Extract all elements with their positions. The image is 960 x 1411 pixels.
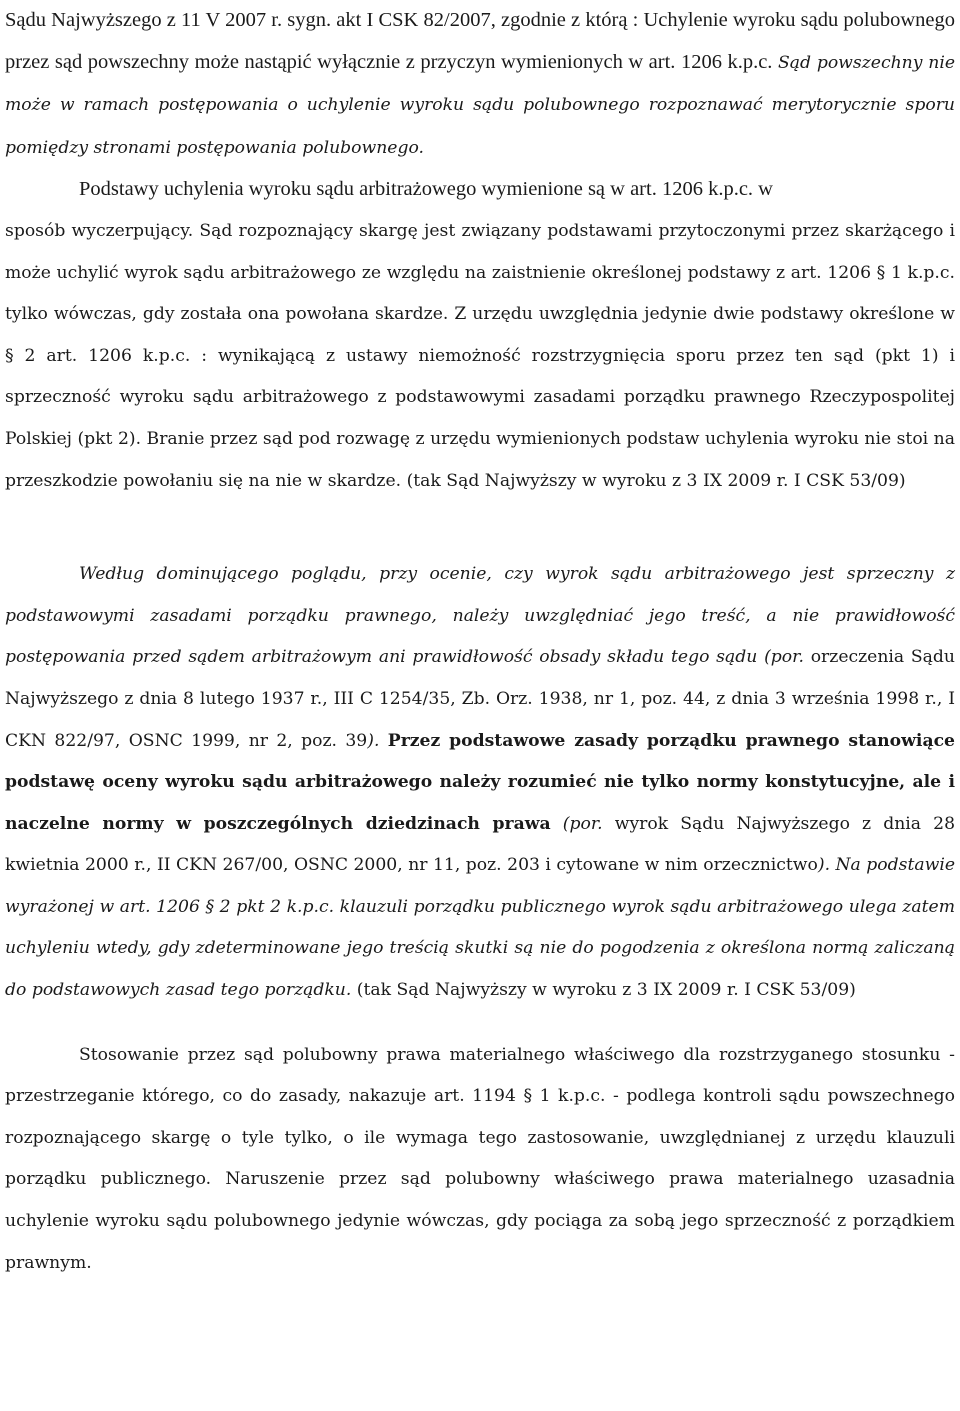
dominant-view-source: (tak Sąd Najwyższy w wyroku z 3 IX 2009 r. I CSK 53/09): [356, 980, 856, 1001]
dominant-view-italic-d: ). Na podstawie wyrażonej w art. 1206 § 2 pkt 2 k.p.c. klauzuli porządku publicznego wyrok sądu arbitrażowego ulega zatem uchyleniu wtedy, gdy zdeterminowane jego treścią skutki są nie do pogodzenia z określona normą zaliczaną do podstawowych zasad tego porządku.: [5, 855, 955, 1001]
dominant-view-citation-b: wyrok Sądu Najwyższego z dnia 28 kwietnia 2000 r., II CKN 267/00, OSNC 2000, nr 11, poz. 203 i cytowane w nim orzecznictwo: [5, 813, 956, 876]
dominant-view-italic-a: Według dominującego poglądu, przy ocenie, czy wyrok sądu arbitrażowego jest sprzeczny z podstawowymi zasadami porządku prawnego, należy uwzględniać jego treść, a nie prawidłowość postępowania przed sądem arbitrażowym ani prawidłowość obsady składu tego sądu (por.: [5, 564, 955, 668]
paragraph-ruling-intro: [5, 0, 955, 169]
paragraph-dominant-view: [5, 554, 955, 1012]
dominant-view-bold: Przez podstawowe zasady porządku prawnego stanowiące podstawę oceny wyroku sądu arbitrażowego należy rozumieć nie tylko normy konstytucyjne, ale i naczelne normy w poszczególnych dziedzinach prawa: [5, 730, 955, 834]
paragraph-grounds-body: [5, 211, 955, 502]
ruling-intro-text: Sądu Najwyższego z 11 V 2007 r. sygn. akt I CSK 82/2007, zgodnie z którą : Uchylenie wyroku sądu polubownego przez sąd powszechny może nastąpić wyłącznie z przyczyn wymienionych w art. 1206 k.p.c.: [5, 9, 955, 73]
dominant-view-italic-b: ).: [367, 730, 380, 751]
grounds-heading-text: Podstawy uchylenia wyroku sądu arbitrażowego wymienione są w art. 1206 k.p.c. w: [79, 178, 773, 201]
substantive-law-text: Stosowanie przez sąd polubowny prawa materialnego właściwego dla rozstrzyganego stosunku - przestrzeganie którego, co do zasady, nakazuje art. 1194 § 1 k.p.c. - podlega kontroli sądu powszechnego rozpoznającego skargę o tyle tylko, o ile wymaga tego zastosowanie, uwzględnianej z urzędu klauzuli porządku publicznego. Naruszenie przez sąd polubowny właściwego prawa materialnego uzasadnia uchylenie wyroku sądu polubownego jedynie wówczas, gdy pociąga za sobą jego sprzeczność z porządkiem prawnym.: [5, 1044, 955, 1273]
paragraph-grounds-heading: [5, 169, 955, 211]
dominant-view-citation-a: orzeczenia Sądu Najwyższego z dnia 8 lutego 1937 r., III C 1254/35, Zb. Orz. 1938, nr 1, poz. 44, z dnia 3 września 1998 r., I CKN 822/97, OSNC 1999, nr 2, poz. 39: [5, 647, 956, 751]
dominant-view-italic-c: (por.: [562, 813, 603, 834]
paragraph-substantive-law: [5, 1035, 955, 1285]
ruling-intro-italic: Sąd powszechny nie może w ramach postępowania o uchylenie wyroku sądu polubownego rozpoznawać merytorycznie sporu pomiędzy stronami postępowania polubownego.: [5, 52, 956, 158]
grounds-body-text: sposób wyczerpujący. Sąd rozpoznający skargę jest związany podstawami przytoczonymi przez skarżącego i może uchylić wyrok sądu arbitrażowego ze względu na zaistnienie określonej podstawy z art. 1206 § 1 k.p.c. tylko wówczas, gdy została ona powołana skardze. Z urzędu uwzględnia jedynie dwie podstawy określone w § 2 art. 1206 k.p.c. : wynikającą z ustawy niemożność rozstrzygnięcia sporu przez ten sąd (pkt 1) i sprzeczność wyroku sądu arbitrażowego z podstawowymi zasadami porządku prawnego Rzeczypospolitej Polskiej (pkt 2). Branie przez sąd pod rozwagę z urzędu wymienionych podstaw uchylenia wyroku nie stoi na przeszkodzie powołaniu się na nie w skardze. (tak Sąd Najwyższy w wyroku z 3 IX 2009 r. I CSK 53/09): [5, 220, 955, 491]
